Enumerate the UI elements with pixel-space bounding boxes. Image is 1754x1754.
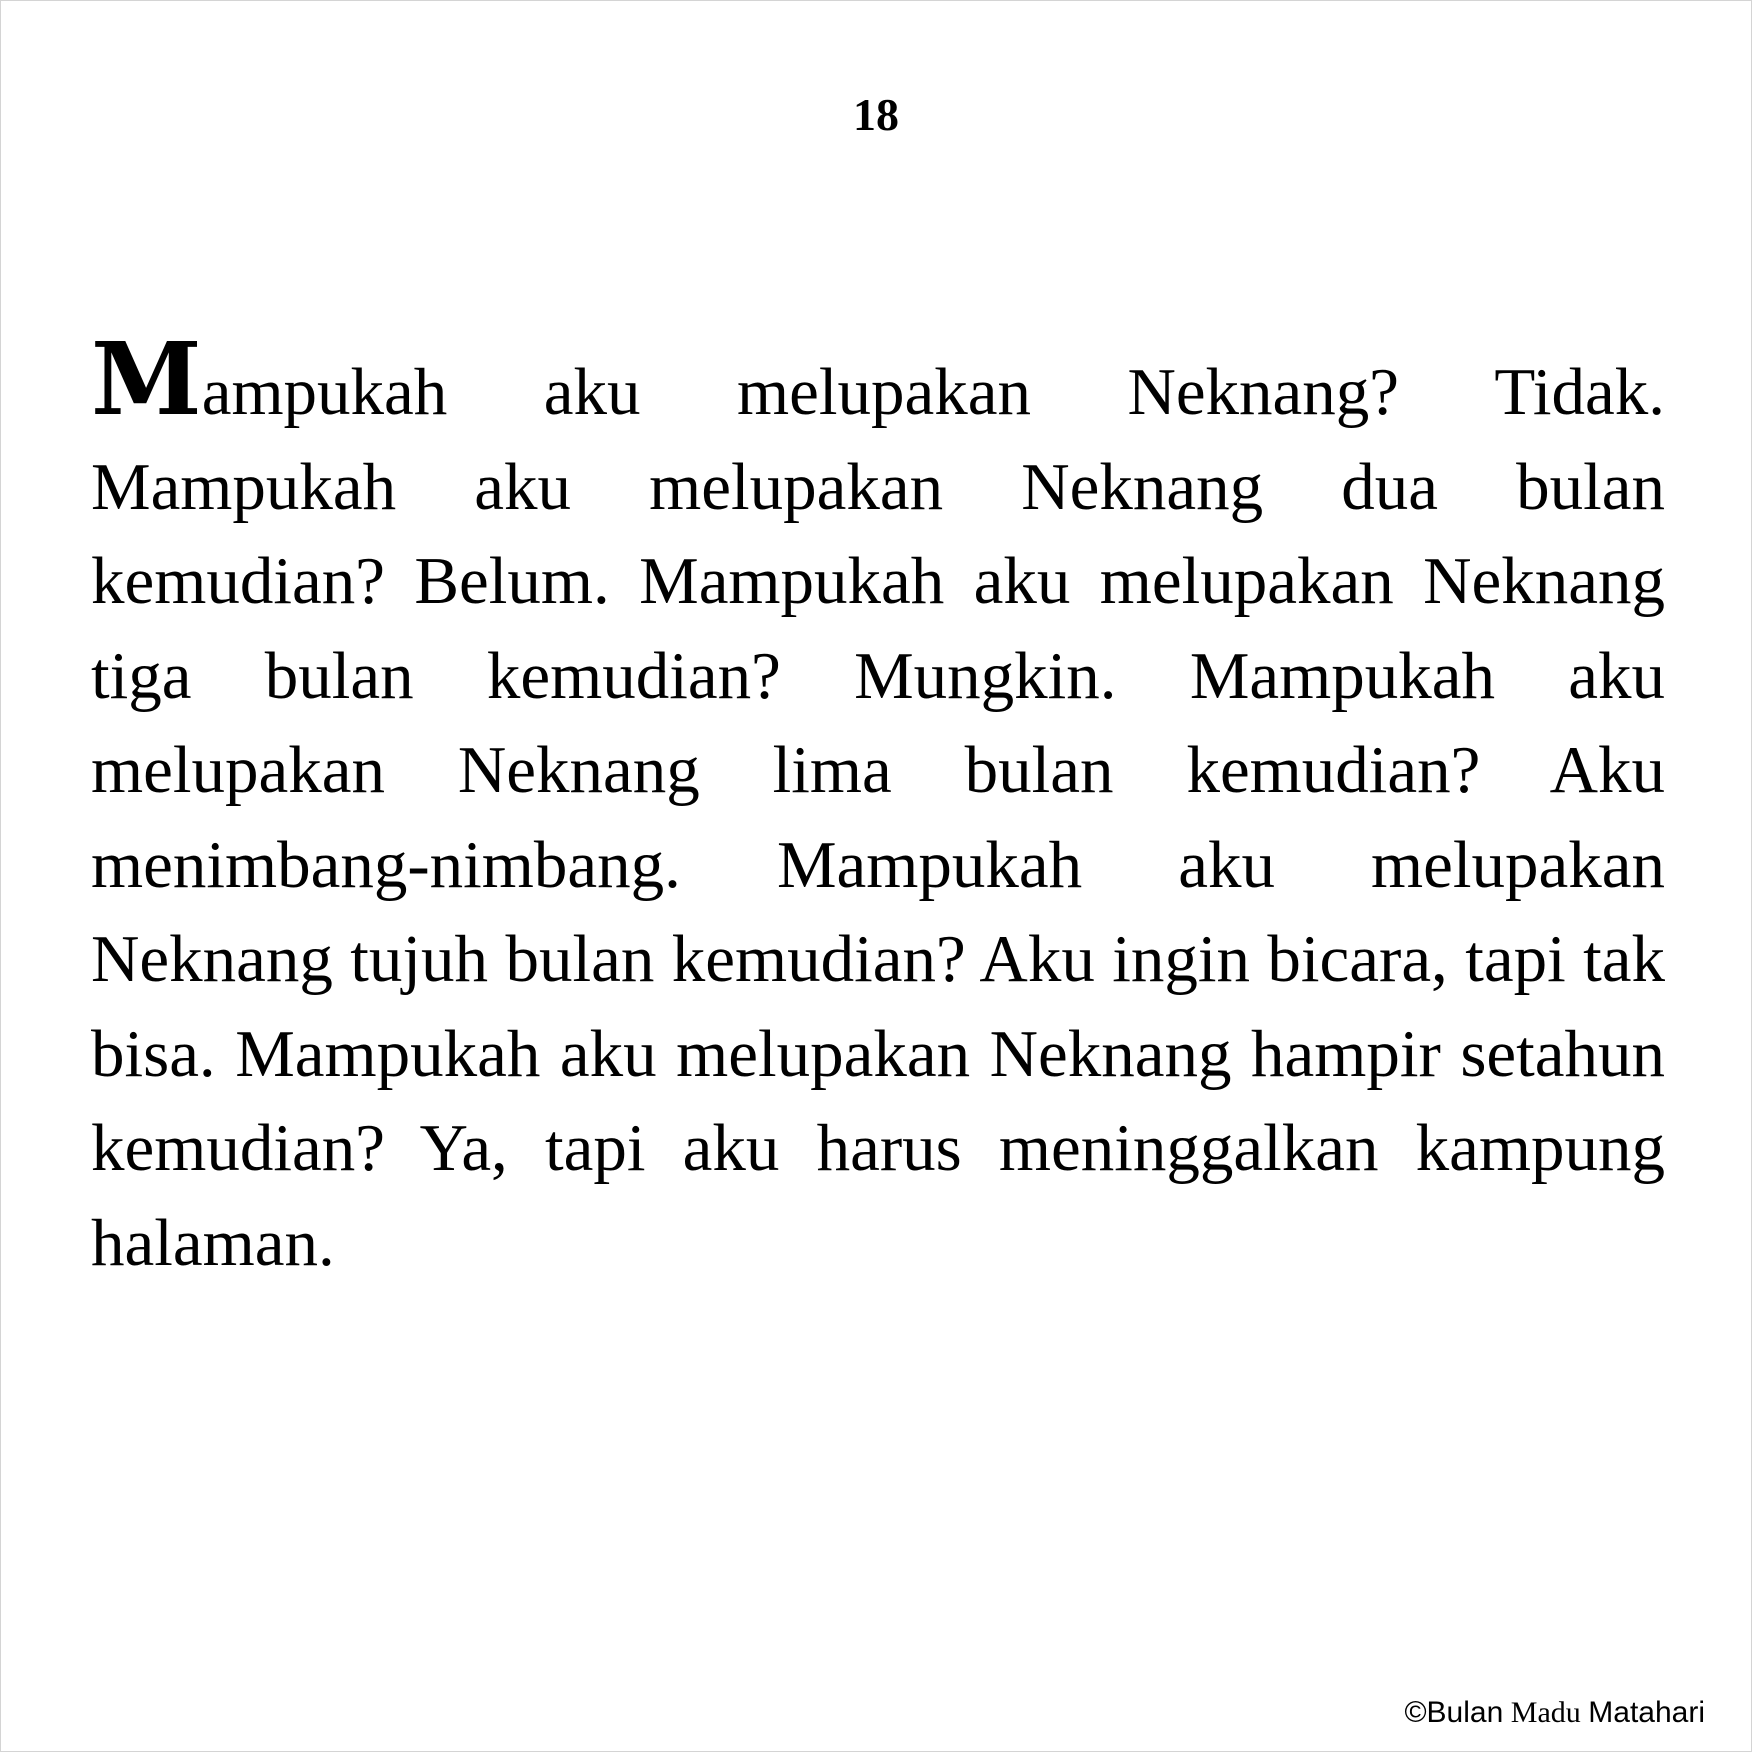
page-number: 18 xyxy=(853,89,899,140)
credit-middle: Madu xyxy=(1510,1696,1581,1729)
drop-cap-initial: M xyxy=(91,320,202,438)
body-paragraph xyxy=(91,320,1665,1290)
copyright-credit xyxy=(1404,1693,1705,1733)
credit-prefix: ©Bulan xyxy=(1404,1696,1504,1729)
paragraph-text: ampukah aku melupakan Neknang? Tidak. Mampukah aku melupakan Neknang dua bulan kemudian? Belum. Mampukah aku melupakan Neknang tiga bulan kemudian? Mungkin. Mampukah aku melupakan Neknang lima bulan kemudian? Aku menimbang-nimbang. Mampukah aku melupakan Neknang tujuh bulan kemudian? Aku ingin bicara, tapi tak bisa. Mampukah aku melupakan Neknang hampir setahun kemudian? Ya, tapi aku harus meninggalkan kampung halaman. xyxy=(91,355,1665,1280)
credit-suffix: Matahari xyxy=(1588,1696,1705,1729)
